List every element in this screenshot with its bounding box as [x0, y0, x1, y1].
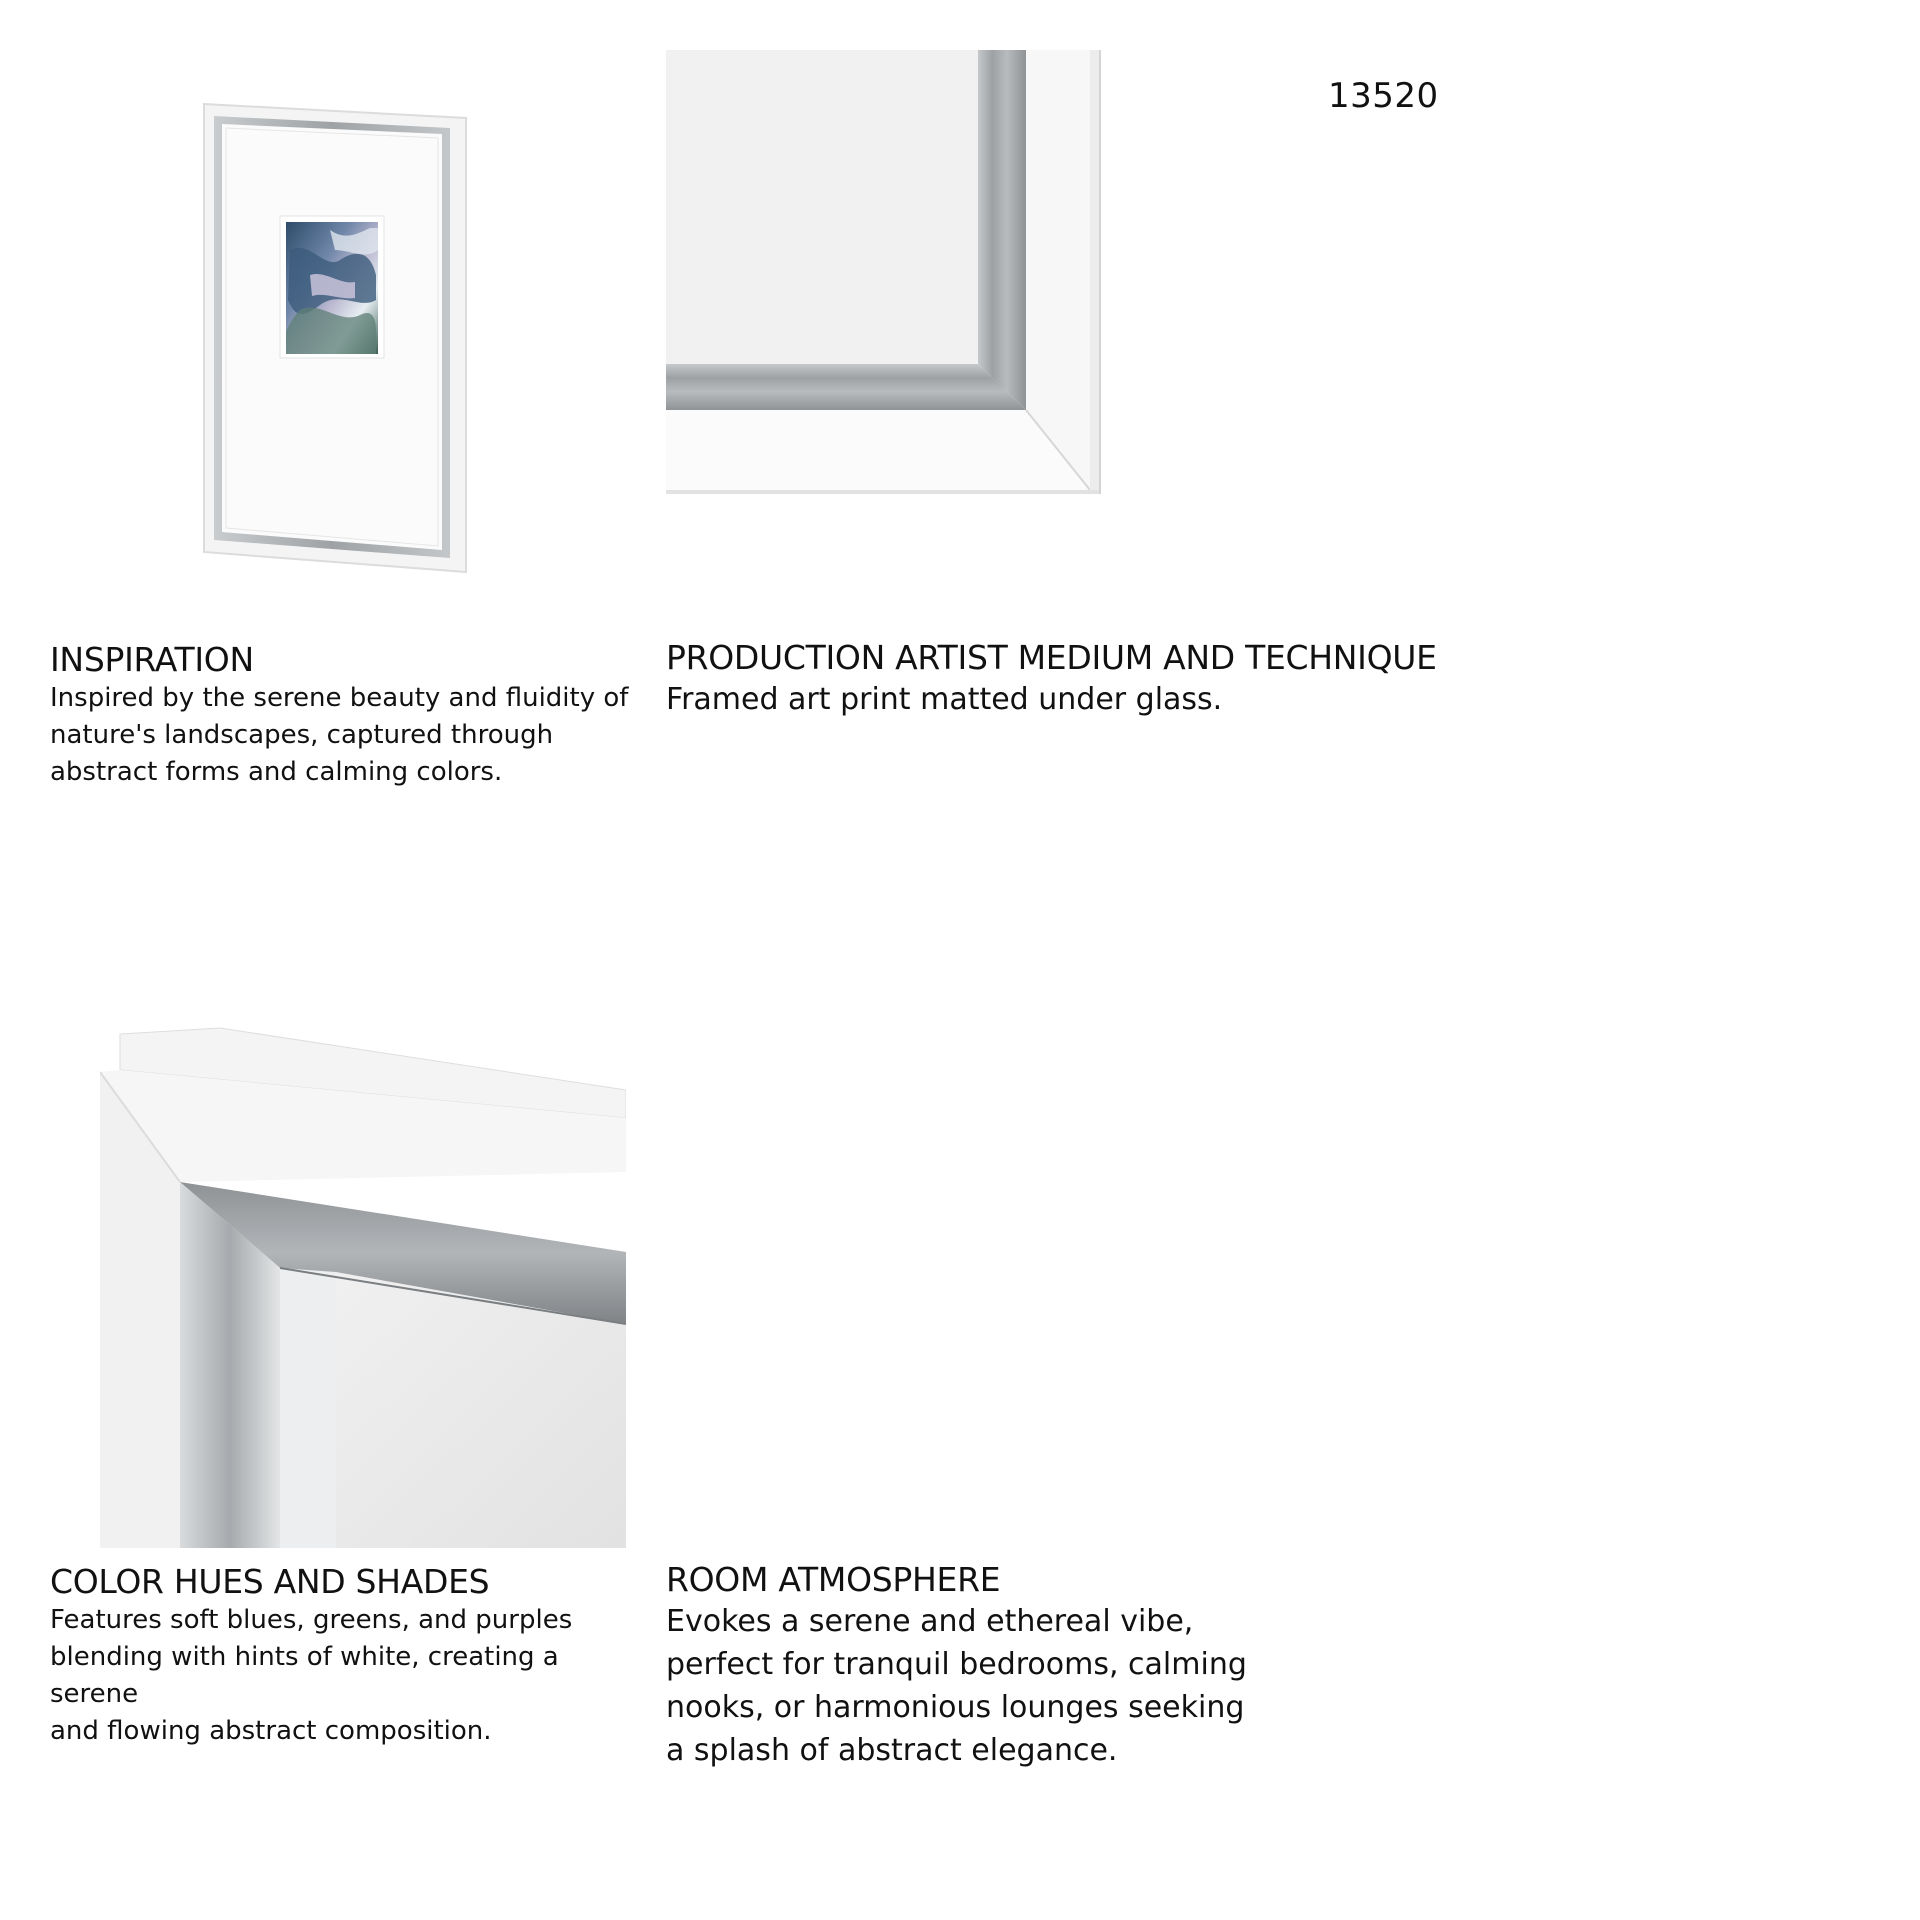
- inspiration-line: abstract forms and calming colors.: [50, 757, 503, 787]
- production-heading: PRODUCTION ARTIST MEDIUM AND TECHNIQUE: [666, 638, 1437, 677]
- inspiration-section: [50, 640, 650, 791]
- color-heading: COLOR HUES AND SHADES: [50, 1562, 490, 1601]
- room-line: Evokes a serene and ethereal vibe,: [666, 1604, 1194, 1639]
- inspiration-heading: INSPIRATION: [50, 640, 254, 679]
- color-line: Features soft blues, greens, and purples: [50, 1605, 573, 1635]
- production-line: Framed art print matted under glass.: [666, 682, 1223, 717]
- color-text: [50, 1602, 650, 1750]
- color-line: blending with hints of white, creating a serene: [50, 1642, 559, 1709]
- inspiration-text: [50, 680, 650, 791]
- room-line: a splash of abstract elegance.: [666, 1733, 1118, 1768]
- room-line: perfect for tranquil bedrooms, calming: [666, 1647, 1247, 1682]
- room-heading: ROOM ATMOSPHERE: [666, 1560, 1001, 1599]
- frame-corner-image: [666, 50, 1108, 494]
- room-line: nooks, or harmonious lounges seeking: [666, 1690, 1245, 1725]
- color-line: and flowing abstract composition.: [50, 1716, 492, 1746]
- product-code: 13520: [1328, 76, 1439, 116]
- color-section: [50, 1562, 650, 1750]
- framed-print-image: [190, 100, 480, 580]
- production-text: [666, 678, 1666, 721]
- production-section: [666, 638, 1666, 721]
- room-section: [666, 1560, 1266, 1772]
- frame-angle-image: [100, 1022, 626, 1548]
- room-text: [666, 1600, 1266, 1772]
- inspiration-line: Inspired by the serene beauty and fluidity of: [50, 683, 629, 713]
- inspiration-line: nature's landscapes, captured through: [50, 720, 554, 750]
